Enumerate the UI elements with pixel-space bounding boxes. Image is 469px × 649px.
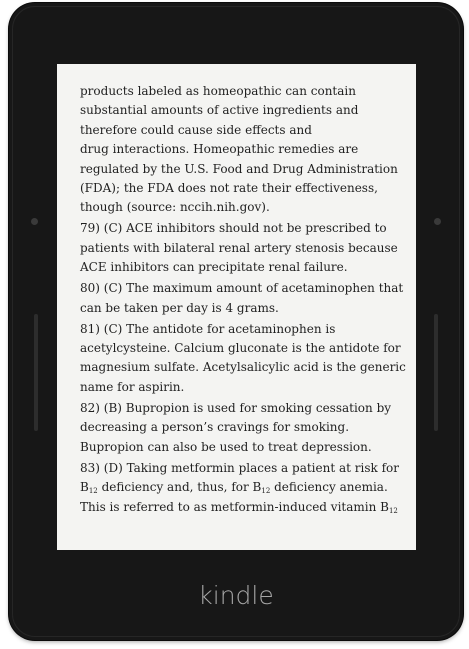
- e-ink-screen[interactable]: [57, 64, 416, 550]
- text-line: products labeled as homeopathic can contain: [80, 84, 356, 98]
- paragraph-answer-80: [80, 279, 404, 318]
- book-page-text: [80, 82, 406, 519]
- paragraph-homeopathic: [80, 82, 398, 218]
- paragraph-answer-81: [80, 320, 406, 398]
- text-line: substantial amounts of active ingredients and: [80, 103, 359, 118]
- text-line: [80, 498, 398, 517]
- subscript: 12: [88, 487, 98, 496]
- text-line: (FDA); the FDA does not rate their effectiveness,: [80, 181, 378, 196]
- paragraph-answer-83: [80, 459, 398, 517]
- text-line: [80, 478, 398, 497]
- text-line: 82) (B) Bupropion is used for smoking cessation by: [80, 400, 392, 415]
- text-line: 83) (D) Taking metformin places a patient at risk for: [80, 460, 400, 475]
- text-line: can be taken per day is 4 grams.: [80, 300, 279, 315]
- text-line: name for aspirin.: [80, 379, 185, 394]
- text-line: drug interactions. Homeopathic remedies are: [80, 142, 359, 157]
- right-page-turn-button[interactable]: [434, 314, 438, 431]
- paragraph-answer-82: [80, 399, 398, 457]
- kindle-device: [9, 3, 463, 640]
- kindle-logo: kindle: [198, 581, 274, 610]
- text-line: 81) (C) The antidote for acetaminophen is: [80, 321, 336, 336]
- text-line: patients with bilateral renal artery stenosis because: [80, 240, 398, 255]
- text-line: decreasing a person’s cravings for smoking.: [80, 420, 350, 435]
- text-fragment: deficiency anemia.: [270, 480, 388, 495]
- text-line: acetylcysteine. Calcium gluconate is the antidote for: [80, 341, 401, 356]
- text-line: therefore could cause side effects and: [80, 122, 312, 137]
- text-line: ACE inhibitors can precipitate renal failure.: [80, 260, 348, 275]
- text-line: magnesium sulfate. Acetylsalicylic acid is the generic: [80, 360, 406, 375]
- paragraph-answer-79: [80, 219, 398, 277]
- left-page-turn-button[interactable]: [34, 314, 38, 431]
- text-line: 80) (C) The maximum amount of acetaminophen that: [80, 281, 404, 296]
- subscript: 12: [261, 487, 271, 496]
- text-line: 79) (C) ACE inhibitors should not be prescribed to: [80, 221, 387, 236]
- right-sensor-dot: [434, 218, 441, 225]
- text-line: regulated by the U.S. Food and Drug Administration: [80, 161, 398, 176]
- text-fragment: deficiency and, thus, for B: [97, 480, 262, 495]
- text-fragment: B: [80, 480, 89, 495]
- text-line: though (source: nccih.nih.gov).: [80, 200, 270, 215]
- text-fragment: This is referred to as metformin-induced vitamin B: [80, 499, 389, 514]
- text-line: Bupropion can also be used to treat depression.: [80, 439, 372, 454]
- left-sensor-dot: [31, 218, 38, 225]
- subscript: 12: [388, 506, 398, 515]
